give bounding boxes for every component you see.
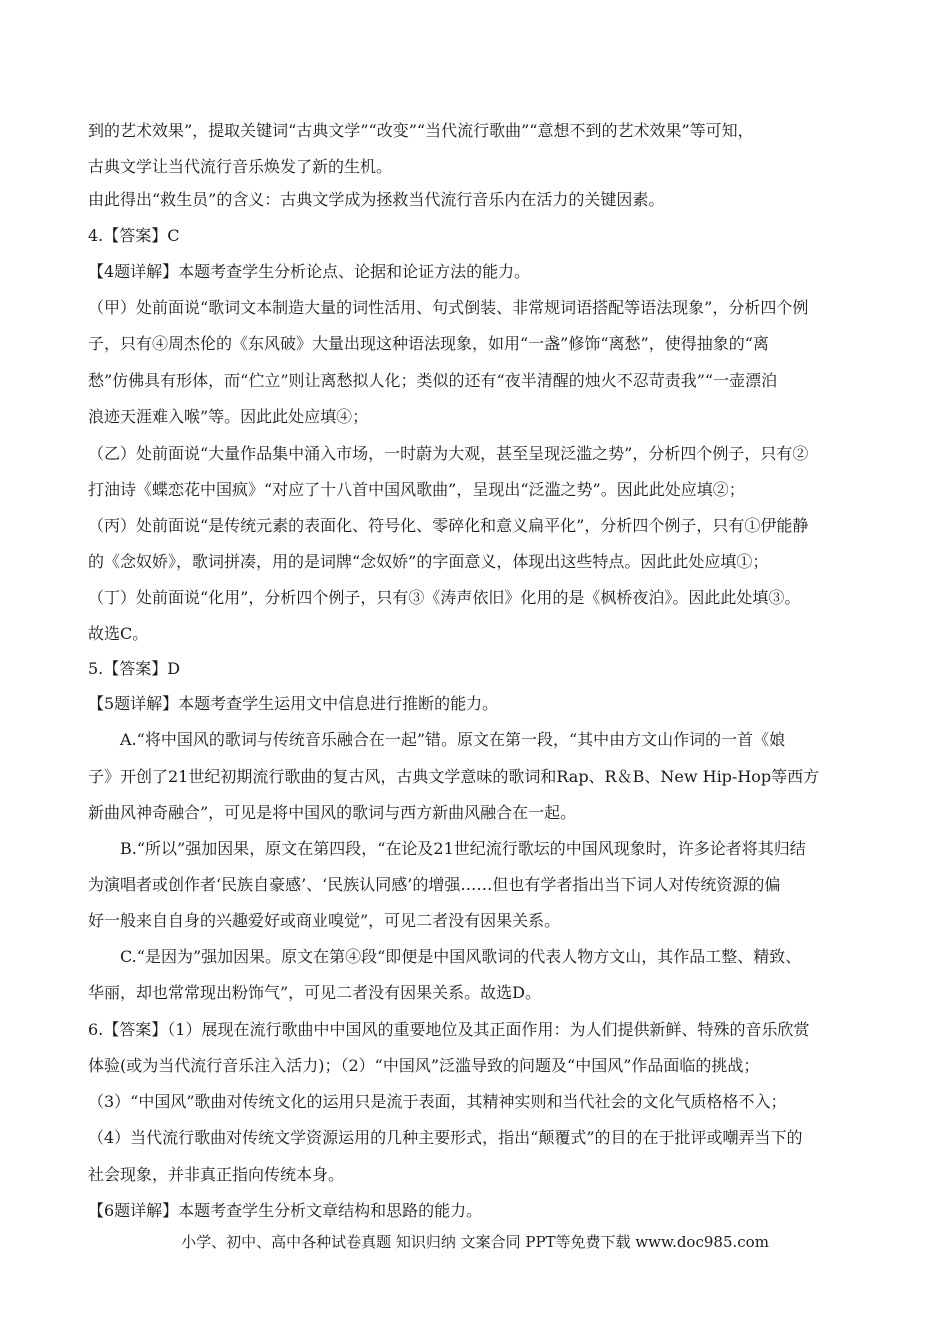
text-line: 由此得出“救生员”的含义：古典文学成为拯救当代流行音乐内在活力的关键因素。 [88, 190, 665, 209]
text-line: （乙）处前面说“大量作品集中涌入市场，一时蔚为大观，甚至呈现泛滥之势”，分析四个例子，只有② [88, 444, 809, 463]
text-line: 子》开创了21世纪初期流行歌曲的复古风，古典文学意味的歌词和Rap、R＆B、New Hip-Hop等西方 [88, 767, 820, 786]
text-line: A.“将中国风的歌词与传统音乐融合在一起”错。原文在第一段，“其中由方文山作词的一首《娘 [120, 730, 786, 749]
text-line: （丙）处前面说“是传统元素的表面化、符号化、零碎化和意义扁平化”，分析四个例子，只有①伊能静 [88, 516, 809, 535]
text-line: 社会现象，并非真正指向传统本身。 [88, 1165, 345, 1184]
text-line: 故选C。 [88, 624, 149, 643]
text-line: 打油诗《蝶恋花中国疯》“对应了十八首中国风歌曲”，呈现出“泛滥之势”。因此此处应填②； [88, 480, 745, 499]
explanation-heading: 【6题详解】本题考查学生分析文章结构和思路的能力。 [88, 1201, 483, 1220]
text-line: 愁”仿佛具有形体，而“伫立”则让离愁拟人化；类似的还有“夜半清醒的烛火不忍苛责我”“一壶漂泊 [88, 371, 778, 390]
text-line: C.“是因为”强加因果。原文在第④段“即便是中国风歌词的代表人物方文山，其作品工整、精致、 [120, 947, 802, 966]
text-line: （丁）处前面说“化用”，分析四个例子，只有③《涛声依旧》化用的是《枫桥夜泊》。因此此处填③。 [88, 588, 801, 607]
answer-heading: 5.【答案】D [88, 659, 181, 678]
text-line: B.“所以”强加因果，原文在第四段，“在论及21世纪流行歌坛的中国风现象时，许多论者将其归结 [120, 839, 806, 858]
text-line: 为演唱者或创作者‘民族自豪感’、‘民族认同感’的增强……但也有学者指出当下词人对传统资源的偏 [88, 875, 781, 894]
explanation-heading: 【5题详解】本题考查学生运用文中信息进行推断的能力。 [88, 694, 499, 713]
text-line: 新曲风神奇融合”，可见是将中国风的歌词与西方新曲风融合在一起。 [88, 803, 577, 822]
text-line: 好一般来自自身的兴趣爱好或商业嗅觉”，可见二者没有因果关系。 [88, 911, 561, 930]
text-line: 子，只有④周杰伦的《东风破》大量出现这种语法现象，如用“一盏”修饰“离愁”，使得抽象的“离 [88, 334, 769, 353]
answer-heading: 4.【答案】C [88, 226, 180, 245]
text-line: （4）当代流行歌曲对传统文学资源运用的几种主要形式，指出“颠覆式”的目的在于批评或嘲弄当下的 [88, 1128, 803, 1147]
text-line: （3）“中国风”歌曲对传统文化的运用只是流于表面，其精神实则和当代社会的文化气质格格不入； [88, 1092, 787, 1111]
explanation-heading: 【4题详解】本题考查学生分析论点、论据和论证方法的能力。 [88, 262, 531, 281]
text-line: （甲）处前面说“歌词文本制造大量的词性活用、句式倒装、非常规词语搭配等语法现象”，分析四个例 [88, 298, 809, 317]
answer-heading: 6.【答案】（1）展现在流行歌曲中中国风的重要地位及其正面作用：为人们提供新鲜、特殊的音乐欣赏 [88, 1020, 810, 1039]
text-line: 的《念奴娇》，歌词拼凑，用的是词牌“念奴娇”的字面意义，体现出这些特点。因此此处应填①； [88, 552, 769, 571]
page-footer: 小学、初中、高中各种试卷真题 知识归纳 文案合同 PPT等免费下载 www.doc985.com [181, 1233, 769, 1251]
text-line: 体验(或为当代流行音乐注入活力)；（2）“中国风”泛滥导致的问题及“中国风”作品面临的挑战； [88, 1056, 760, 1075]
text-line: 到的艺术效果”，提取关键词“古典文学”“改变”“当代流行歌曲”“意想不到的艺术效果”等可知， [88, 121, 754, 140]
text-line: 古典文学让当代流行音乐焕发了新的生机。 [88, 157, 393, 176]
text-line: 浪迹天涯难入喉”等。因此此处应填④； [88, 407, 369, 426]
text-line: 华丽，却也常常现出粉饰气”，可见二者没有因果关系。故选D。 [88, 983, 542, 1002]
